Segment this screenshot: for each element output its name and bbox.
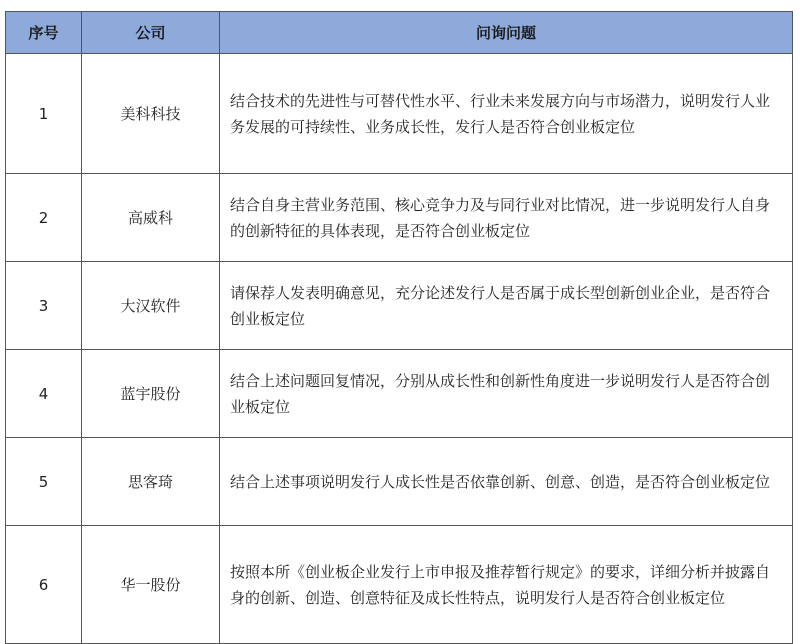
row-company: 华一股份 — [82, 526, 220, 644]
header-company: 公司 — [82, 12, 220, 54]
table-row — [6, 350, 793, 438]
row-company: 美科科技 — [82, 54, 220, 174]
header-question: 问询问题 — [220, 12, 793, 54]
row-company: 高威科 — [82, 174, 220, 262]
row-index: 4 — [6, 350, 82, 438]
row-question: 按照本所《创业板企业发行上市申报及推荐暂行规定》的要求，详细分析并披露自身的创新、创造、创意特征及成长性特点，说明发行人是否符合创业板定位 — [220, 526, 793, 644]
row-question: 结合上述问题回复情况，分别从成长性和创新性角度进一步说明发行人是否符合创业板定位 — [220, 350, 793, 438]
row-company: 蓝宇股份 — [82, 350, 220, 438]
table-header-row — [6, 12, 793, 54]
row-question: 结合技术的先进性与可替代性水平、行业未来发展方向与市场潜力，说明发行人业务发展的可持续性、业务成长性，发行人是否符合创业板定位 — [220, 54, 793, 174]
header-index: 序号 — [6, 12, 82, 54]
table-row — [6, 174, 793, 262]
table-row — [6, 54, 793, 174]
row-index: 6 — [6, 526, 82, 644]
row-index: 3 — [6, 262, 82, 350]
table-row — [6, 262, 793, 350]
row-index: 2 — [6, 174, 82, 262]
row-question: 请保荐人发表明确意见，充分论述发行人是否属于成长型创新创业企业，是否符合创业板定位 — [220, 262, 793, 350]
row-company: 大汉软件 — [82, 262, 220, 350]
inquiry-table-container — [5, 11, 792, 644]
row-company: 思客琦 — [82, 438, 220, 526]
row-index: 1 — [6, 54, 82, 174]
table-row — [6, 526, 793, 644]
row-question: 结合自身主营业务范围、核心竞争力及与同行业对比情况，进一步说明发行人自身的创新特征的具体表现，是否符合创业板定位 — [220, 174, 793, 262]
inquiry-table — [5, 11, 793, 644]
table-row — [6, 438, 793, 526]
row-question: 结合上述事项说明发行人成长性是否依靠创新、创意、创造，是否符合创业板定位 — [220, 438, 793, 526]
row-index: 5 — [6, 438, 82, 526]
